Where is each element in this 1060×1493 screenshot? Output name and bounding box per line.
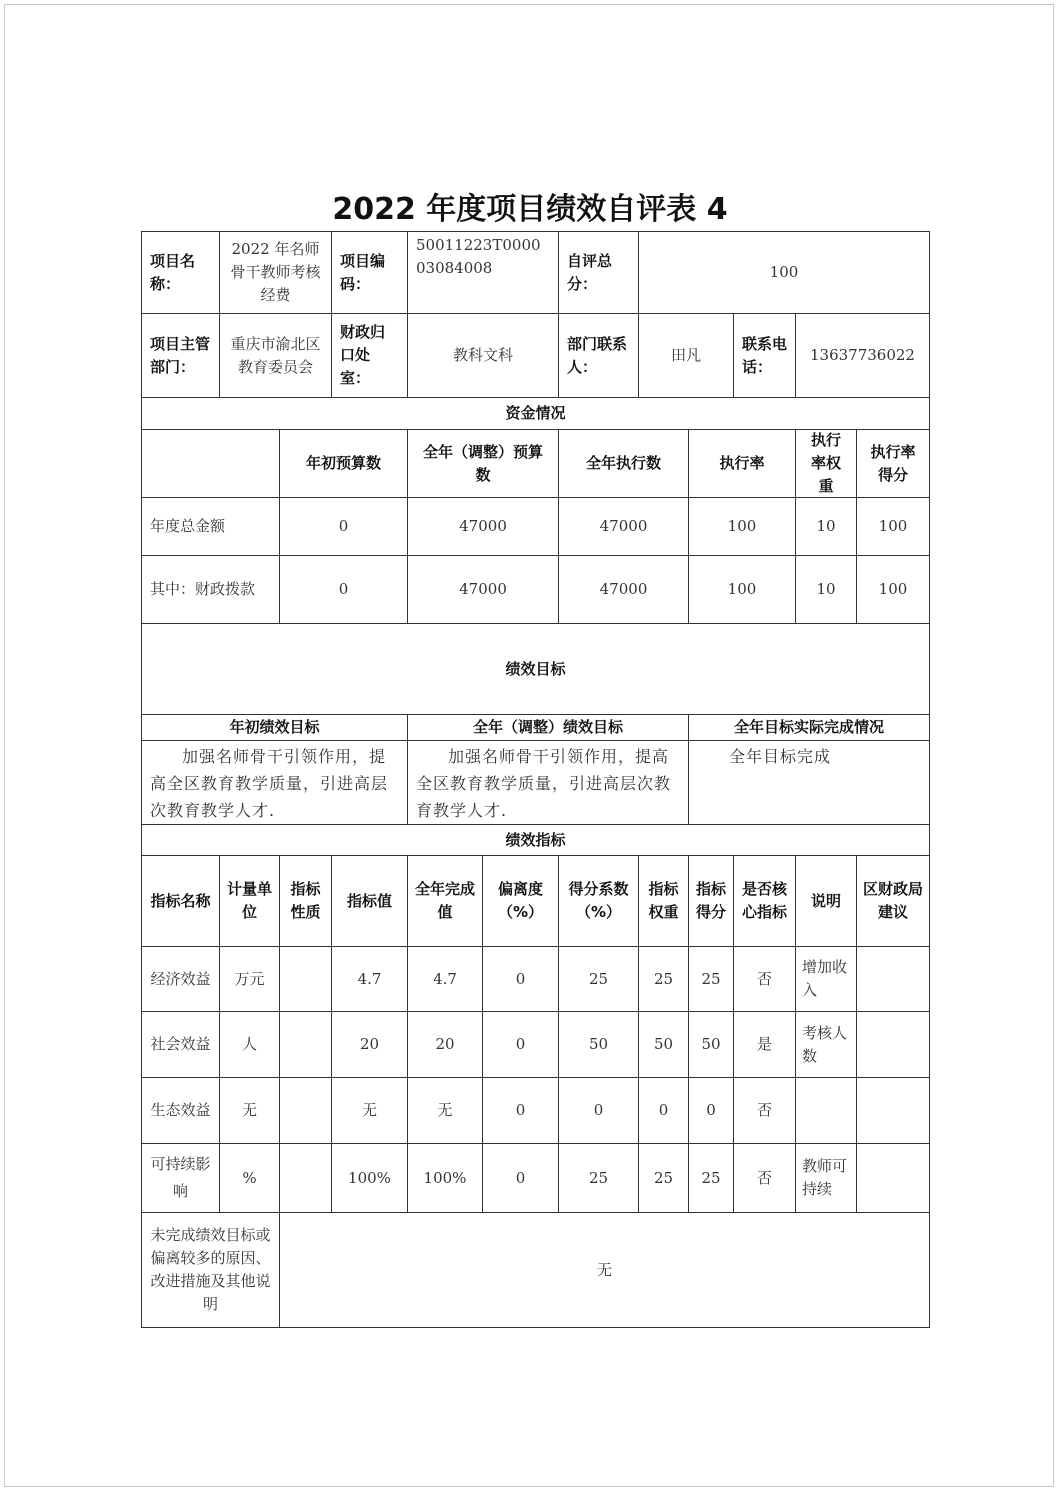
indicators-cell: 100% [407,1143,483,1213]
self-score-label: 自评总分： [558,231,639,314]
indicators-header-1: 计量单位 [219,855,280,947]
phone-label: 联系电话： [733,313,796,398]
funds-cell: 年度总金额 [141,497,280,556]
funds-cell: 100 [856,555,930,624]
indicators-cell: 0 [482,1011,559,1078]
indicators-cell: % [219,1143,280,1213]
indicators-header-7: 指标权重 [638,855,689,947]
remarks-label: 未完成绩效目标或偏离较多的原因、改进措施及其他说明 [141,1212,280,1328]
indicators-header-9: 是否核心指标 [733,855,796,947]
indicators-cell: 100% [331,1143,408,1213]
funds-cell: 47000 [558,555,689,624]
indicators-cell: 教师可持续 [795,1143,857,1213]
goals-header-1: 全年（调整）绩效目标 [407,714,689,741]
indicators-cell: 25 [688,1143,734,1213]
indicators-cell [795,1077,857,1144]
indicators-header-0: 指标名称 [141,855,220,947]
remarks-value: 无 [279,1212,930,1328]
project-name-value: 2022 年名师骨干教师考核经费 [219,231,332,314]
indicators-header-4: 全年完成值 [407,855,483,947]
project-code-value: 50011223T000003084008 [407,231,559,314]
goals-value-0: 加强名师骨干引领作用，提高全区教育教学质量，引进高层次教育教学人才. [141,740,408,825]
indicators-cell: 人 [219,1011,280,1078]
funds-cell: 47000 [407,555,559,624]
contact-label: 部门联系人： [558,313,639,398]
finance-label: 财政归口处室： [331,313,408,398]
indicators-cell: 20 [331,1011,408,1078]
funds-cell: 100 [688,497,796,556]
indicators-cell: 无 [407,1077,483,1144]
funds-header-3: 全年执行数 [558,429,689,498]
funds-cell: 47000 [407,497,559,556]
indicators-cell: 无 [219,1077,280,1144]
indicators-cell: 0 [638,1077,689,1144]
indicators-cell [856,1143,930,1213]
indicators-cell: 否 [733,946,796,1012]
indicators-cell: 经济效益 [141,946,220,1012]
funds-cell: 其中：财政拨款 [141,555,280,624]
indicators-header-6: 得分系数（%） [558,855,639,947]
indicators-cell: 4.7 [331,946,408,1012]
indicators-cell: 考核人数 [795,1011,857,1078]
funds-cell: 0 [279,497,408,556]
indicators-cell: 25 [638,946,689,1012]
indicators-header-2: 指标性质 [279,855,332,947]
indicators-cell [279,1143,332,1213]
indicators-cell: 25 [558,946,639,1012]
indicators-cell: 否 [733,1077,796,1144]
indicators-section-title: 绩效指标 [141,824,930,856]
indicators-cell: 否 [733,1143,796,1213]
indicators-cell: 可持续影响 [141,1143,220,1213]
indicators-header-5: 偏离度（%） [482,855,559,947]
funds-cell: 10 [795,555,857,624]
goals-section-title: 绩效目标 [141,623,930,715]
indicators-cell [856,1011,930,1078]
funds-cell: 10 [795,497,857,556]
dept-label: 项目主管部门： [141,313,220,398]
phone-value: 13637736022 [795,313,930,398]
funds-cell: 0 [279,555,408,624]
indicators-header-3: 指标值 [331,855,408,947]
indicators-cell: 0 [688,1077,734,1144]
indicators-cell: 社会效益 [141,1011,220,1078]
project-code-label: 项目编码： [331,231,408,314]
indicators-cell: 0 [482,1077,559,1144]
funds-header-1: 年初预算数 [279,429,408,498]
goals-value-1: 加强名师骨干引领作用，提高全区教育教学质量，引进高层次教育教学人才. [407,740,689,825]
indicators-cell: 50 [688,1011,734,1078]
funds-header-0 [141,429,280,498]
indicators-cell: 20 [407,1011,483,1078]
page-title: 2022 年度项目绩效自评表 4 [332,192,728,227]
funds-header-6: 执行率得分 [856,429,930,498]
indicators-cell [856,1077,930,1144]
funds-header-2: 全年（调整）预算数 [407,429,559,498]
indicators-cell [279,1077,332,1144]
funds-cell: 100 [856,497,930,556]
funds-section-title: 资金情况 [141,397,930,430]
finance-value: 教科文科 [407,313,559,398]
indicators-cell: 生态效益 [141,1077,220,1144]
indicators-cell: 25 [558,1143,639,1213]
funds-cell: 100 [688,555,796,624]
indicators-cell [279,1011,332,1078]
indicators-header-11: 区财政局建议 [856,855,930,947]
funds-header-5: 执行率权重 [795,429,857,498]
indicators-cell: 是 [733,1011,796,1078]
goals-header-0: 年初绩效目标 [141,714,408,741]
indicators-cell: 50 [638,1011,689,1078]
contact-value: 田凡 [638,313,734,398]
indicators-cell: 25 [638,1143,689,1213]
project-name-label: 项目名称： [141,231,220,314]
indicators-cell: 50 [558,1011,639,1078]
funds-cell: 47000 [558,497,689,556]
indicators-header-8: 指标得分 [688,855,734,947]
indicators-header-10: 说明 [795,855,857,947]
indicators-cell: 25 [688,946,734,1012]
goals-header-2: 全年目标实际完成情况 [688,714,930,741]
indicators-cell [279,946,332,1012]
funds-header-4: 执行率 [688,429,796,498]
self-score-value: 100 [638,231,930,314]
indicators-cell: 0 [482,1143,559,1213]
goals-value-2: 全年目标完成 [688,740,930,825]
indicators-cell: 增加收入 [795,946,857,1012]
indicators-cell [856,946,930,1012]
indicators-cell: 0 [558,1077,639,1144]
indicators-cell: 万元 [219,946,280,1012]
dept-value: 重庆市渝北区教育委员会 [219,313,332,398]
indicators-cell: 4.7 [407,946,483,1012]
indicators-cell: 0 [482,946,559,1012]
indicators-cell: 无 [331,1077,408,1144]
